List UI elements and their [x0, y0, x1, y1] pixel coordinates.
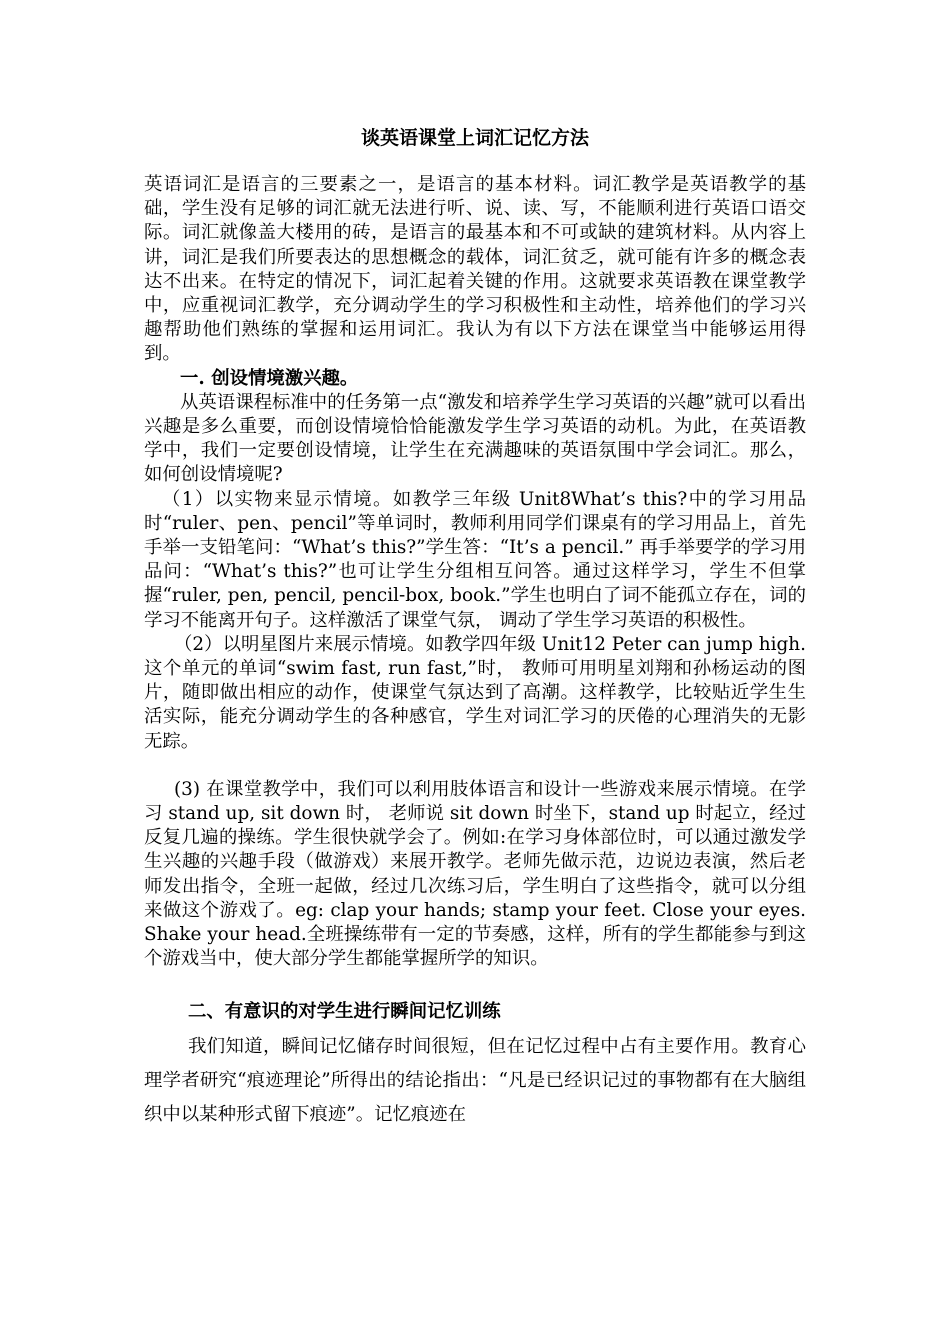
document-page — [144, 0, 806, 1344]
paragraph-item-3: (3) 在课堂教学中，我们可以利用肢体语言和设计一些游戏来展示情境。在学习 stand up, sit down 时， 老师说 sit down 时坐下，stand up 时起立，经过反复几遍的操练。学生很快就学会了。例如:在学习身体部位时，可以通过激发学生兴趣的兴趣手段（做游戏）来展开教学。老师先做示范，边说边表演，然后老师发出指令，全班一起做，经过几次练习后，学生明白了这些指令，就可以分组来做这个游戏了。eg: clap your hands; stamp your feet. Close your eyes. Shake your head.全班操练带有一定的节奏感，这样，所有的学生都能参与到这个游戏当中，使大部分学生都能掌握所学的知识。 — [144, 778, 806, 970]
section-heading-1: 一. 创设情境激兴趣。 — [180, 367, 359, 389]
paragraph-item-2: （2）以明星图片来展示情境。如教学四年级 Unit12 Peter can jump high.这个单元的单词“swim fast, run fast,”时， 教师可用明星刘翔和孙杨运动的图片，随即做出相应的动作，使课堂气氛达到了高潮。这样教学，比较贴近学生生活实际，能充分调动学生的各种感官，学生对词汇学习的厌倦的心理消失的无影无踪。 — [144, 633, 806, 752]
intro-paragraph: 英语词汇是语言的三要素之一，是语言的基本材料。词汇教学是英语教学的基础，学生没有足够的词汇就无法进行听、说、读、写，不能顺利进行英语口语交际。词汇就像盖大楼用的砖，是语言的最基本和不可或缺的建筑材料。从内容上讲，词汇是我们所要表达的思想概念的载体，词汇贫乏，就可能有许多的概念表达不出来。在特定的情况下，词汇起着关键的作用。这就要求英语教在课堂教学中，应重视词汇教学，充分调动学生的学习积极性和主动性，培养他们的学习兴趣帮助他们熟练的掌握和运用词汇。我认为有以下方法在课堂当中能够运用得到。 — [144, 174, 806, 365]
paragraph-memory: 我们知道，瞬间记忆储存时间很短，但在记忆过程中占有主要作用。教育心理学者研究“痕迹理论”所得出的结论指出：“凡是已经识记过的事物都有在大脑组织中以某种形式留下痕迹”。记忆痕迹在 — [144, 1035, 806, 1125]
paragraph-gap — [144, 754, 806, 778]
paragraph-item-1: （1）以实物来显示情境。如教学三年级 Unit8What’s this?中的学习用品时“ruler、pen、pencil”等单词时，教师利用同学们课桌有的学习用品上，首先手举一支铅笔问：“What’s this?”学生答：“It’s a pencil.” 再手举要学的学习用品问：“What’s this?”也可让学生分组相互问答。通过这样学习，学生不但掌握“ruler, pen, pencil, pencil-box, book.”学生也明白了词不能孤立存在，词的学习不能离开句子。这样激活了课堂气氛， 调动了学生学习英语的积极性。 — [144, 488, 806, 631]
document-body — [144, 173, 806, 1132]
paragraph-interest: 从英语课程标准中的任务第一点“激发和培养学生学习英语的兴趣”就可以看出兴趣是多么重要，而创设情境恰恰能激发学生学习英语的动机。为此，在英语教学中，我们一定要创设情境，让学生在充满趣味的英语氛围中学会词汇。那么， 如何创设情境呢? — [144, 391, 806, 486]
section-heading-2: 二、有意识的对学生进行瞬间记忆训练 — [188, 1000, 501, 1022]
paragraph-gap — [144, 972, 806, 1000]
document-title: 谈英语课堂上词汇记忆方法 — [360, 127, 589, 149]
